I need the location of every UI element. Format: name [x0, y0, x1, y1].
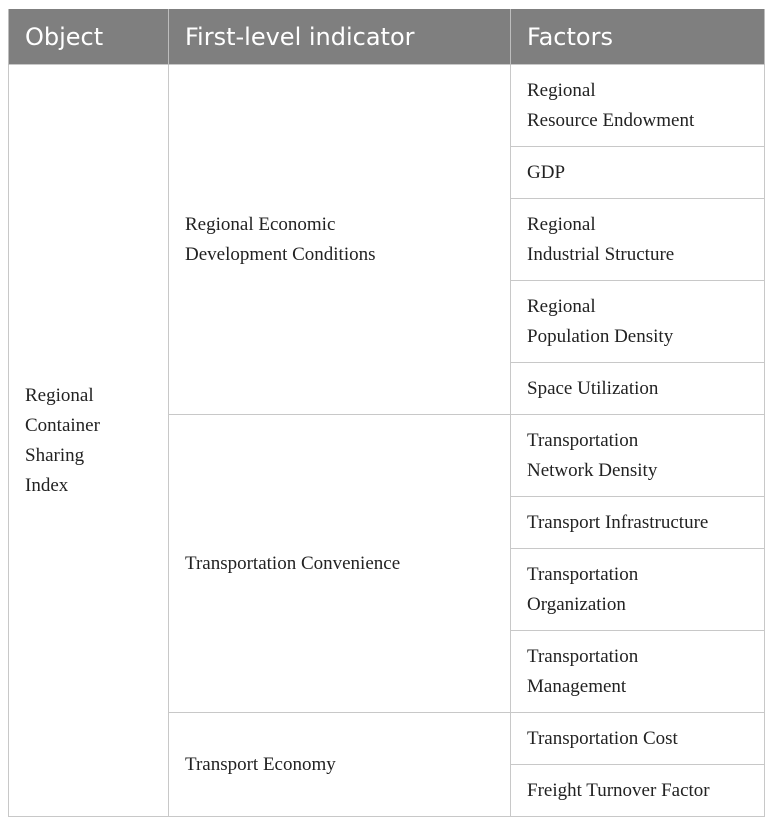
- factor-line: Resource Endowment: [527, 109, 695, 131]
- factor-line: Population Density: [527, 325, 674, 347]
- factor-cell: [511, 549, 765, 631]
- factor-cell: [511, 199, 765, 281]
- factor-line: Transportation: [527, 563, 639, 585]
- header-first-level-indicator: First-level indicator: [169, 9, 511, 65]
- factor-cell: [511, 497, 765, 549]
- table-header: [9, 9, 765, 65]
- factor-line: Network Density: [527, 459, 658, 481]
- factor-line: Freight Turnover Factor: [527, 779, 710, 801]
- indicator-cell-convenience: [169, 415, 511, 713]
- factor-line: Organization: [527, 593, 626, 615]
- table-row: [9, 65, 765, 147]
- factor-line: Transportation: [527, 429, 639, 451]
- indicator-table-wrapper: [8, 9, 765, 817]
- indicator-table: [8, 9, 765, 817]
- factor-line: Regional: [527, 295, 596, 317]
- object-line: Regional: [25, 384, 94, 406]
- header-row: [9, 9, 765, 65]
- factor-cell: [511, 631, 765, 713]
- factor-line: Transportation: [527, 645, 639, 667]
- factor-line: Management: [527, 675, 627, 697]
- indicator-line: Transport Economy: [185, 753, 336, 775]
- factor-cell: [511, 765, 765, 817]
- object-line: Index: [25, 474, 69, 496]
- factor-line: Transportation Cost: [527, 727, 678, 749]
- header-object: Object: [9, 9, 169, 65]
- factor-cell: [511, 147, 765, 199]
- factor-cell: [511, 281, 765, 363]
- factor-line: Space Utilization: [527, 377, 659, 399]
- indicator-line: Transportation Convenience: [185, 552, 401, 574]
- indicator-line: Development Conditions: [185, 243, 376, 265]
- factor-line: Transport Infrastructure: [527, 511, 709, 533]
- object-cell: [9, 65, 169, 817]
- factor-line: Regional: [527, 79, 596, 101]
- factor-cell: [511, 415, 765, 497]
- factor-line: GDP: [527, 161, 566, 183]
- indicator-cell-economic: [169, 65, 511, 415]
- object-line: Sharing: [25, 444, 85, 466]
- factor-cell: [511, 65, 765, 147]
- factor-cell: [511, 713, 765, 765]
- header-factors: Factors: [511, 9, 765, 65]
- factor-line: Regional: [527, 213, 596, 235]
- factor-cell: [511, 363, 765, 415]
- object-line: Container: [25, 414, 100, 436]
- table-body: [9, 65, 765, 817]
- factor-line: Industrial Structure: [527, 243, 675, 265]
- indicator-cell-economy: [169, 713, 511, 817]
- indicator-line: Regional Economic: [185, 213, 336, 235]
